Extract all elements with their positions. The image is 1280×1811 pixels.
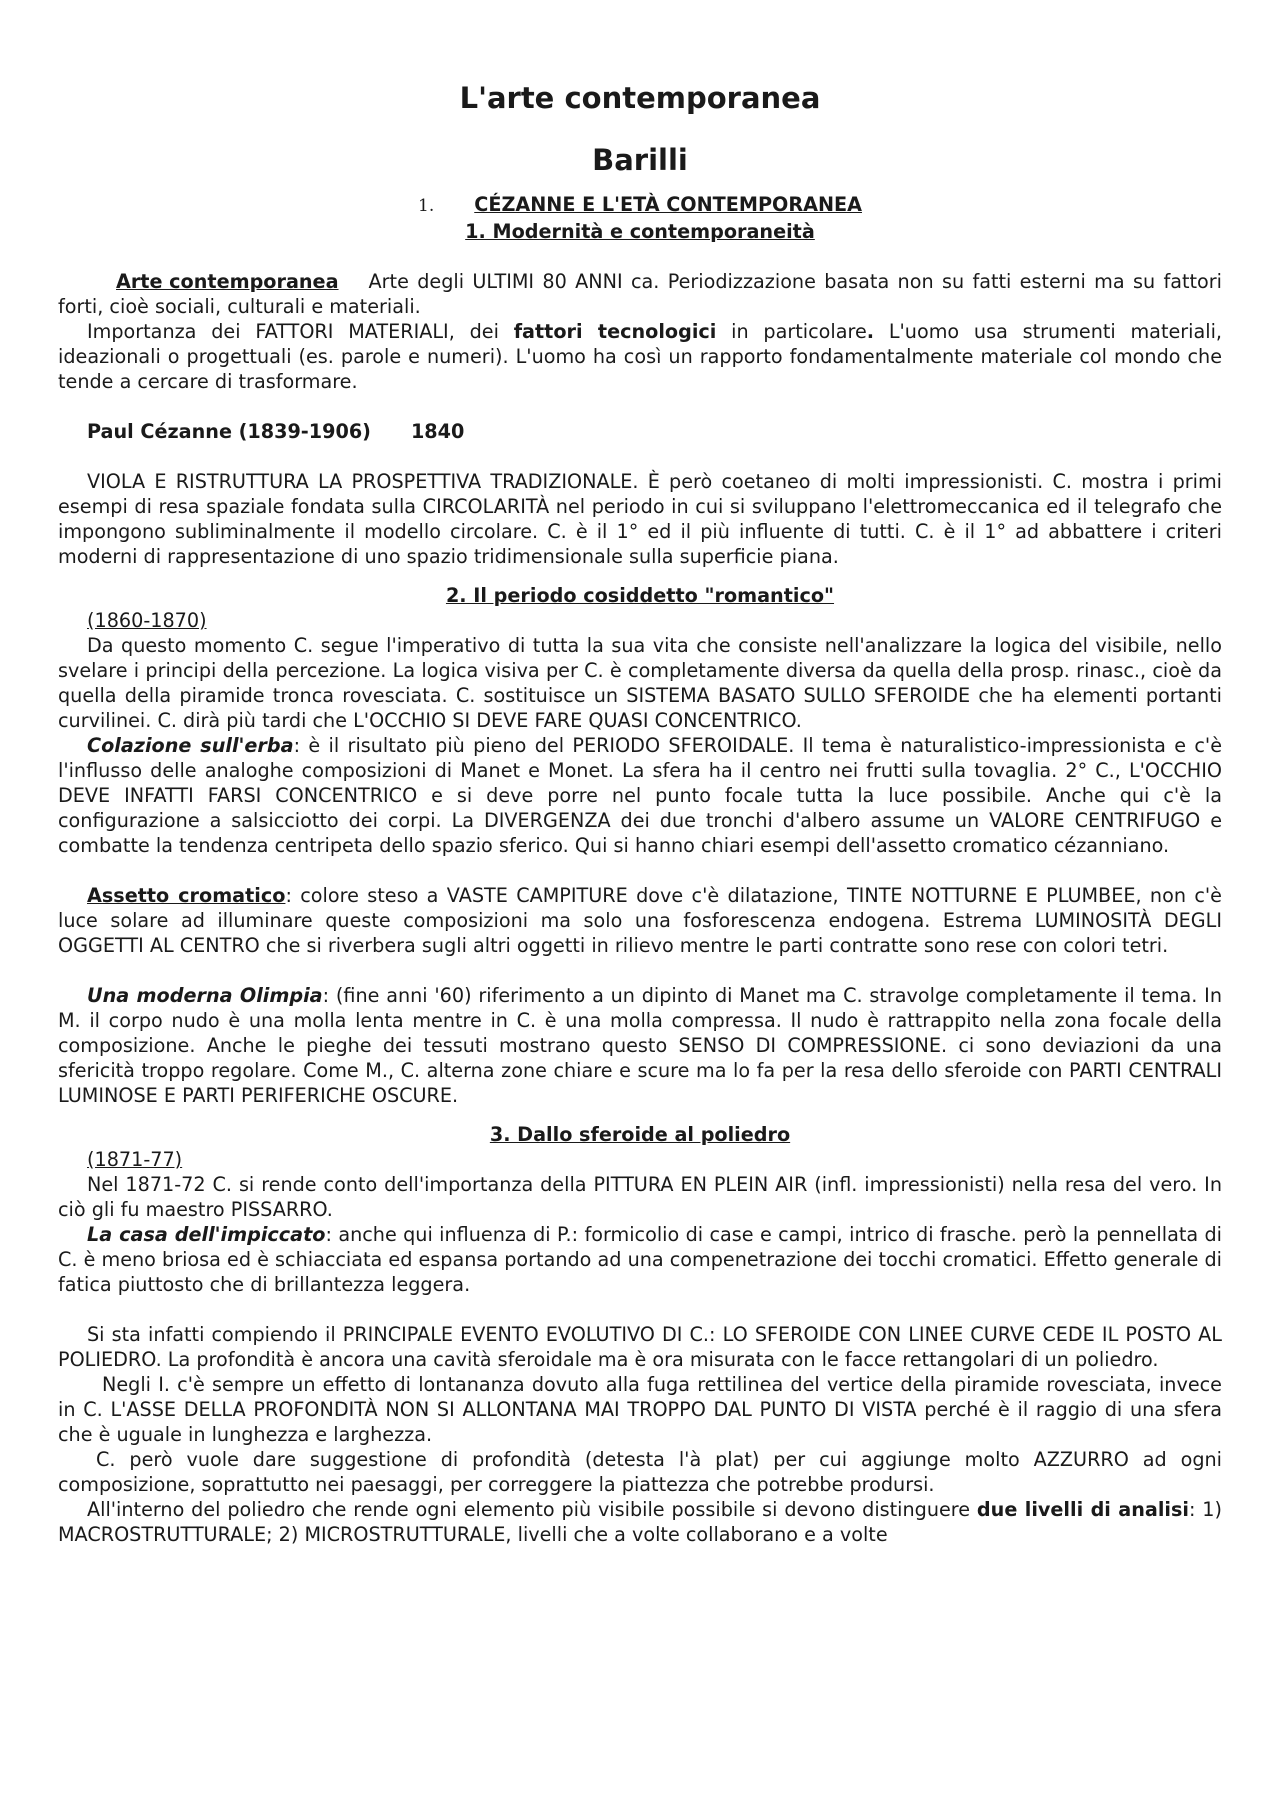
term-olimpia: Una moderna Olimpia (87, 984, 323, 1007)
term-fattori-tecnologici: fattori tecnologici (513, 320, 717, 343)
chapter-title: CÉZANNE E L'ETÀ CONTEMPORANEA (474, 193, 862, 216)
paragraph-imperativo: Da questo momento C. segue l'imperativo di tutta la sua vita che consiste nell'analizzare la logica del visibile, nello svelare i principi della percezione. La logica visiva per C. è completamente diversa da quella della prosp. rinasc., cioè da quella della piramide tronca rovesciata. C. sostituisce un SISTEMA BASATO SULLO SFEROIDE che ha elementi portanti curvilinei. C. dirà più tardi che L'OCCHIO SI DEVE FARE QUASI CONCENTRICO. (58, 634, 1222, 732)
term-casa-impiccato: La casa dell'impiccato (87, 1223, 326, 1246)
paragraph-text: Arte degli ULTIMI 80 ANNI ca. Periodizzazione basata non su fatti esterni ma su fattori forti, cioè sociali, culturali e materiali. (58, 270, 1222, 318)
artist-year: 1840 (410, 420, 465, 443)
term-livelli-analisi: due livelli di analisi (976, 1498, 1189, 1521)
paragraph-lontananza: Negli I. c'è sempre un effetto di lontananza dovuto alla fuga rettilinea del vertice della piramide rovesciata, invece in C. L'ASSE DELLA PROFONDITÀ NON SI ALLONTANA MAI TROPPO DAL PUNTO DI VISTA perché è il raggio di una sfera che è uguale in lunghezza e larghezza. (58, 1373, 1222, 1446)
paragraph-arte-contemporanea (58, 269, 1222, 319)
section-heading-1: 1. Modernità e contemporaneità (465, 220, 815, 243)
paragraph-fattori-materiali: Importanza dei FATTORI MATERIALI, dei fattori tecnologici in particolare. L'uomo usa strumenti materiali, ideazionali o progettuali (es. parole e numeri). L'uomo ha così un rapporto fondamentalmente materiale col mondo che tende a cercare di trasformare. (58, 320, 1223, 393)
section-dates-3: (1871-77) (87, 1148, 183, 1171)
term-assetto-cromatico: Assetto cromatico (87, 884, 286, 907)
section-dates-2: (1860-1870) (87, 609, 207, 632)
artist-name: Paul Cézanne (1839-1906) (87, 420, 371, 443)
chapter-number: 1. (418, 196, 435, 216)
term-colazione: Colazione sull'erba (87, 734, 294, 757)
paragraph-plein-air: Nel 1871-72 C. si rende conto dell'importanza della PITTURA EN PLEIN AIR (infl. impressionisti) nella resa del vero. In ciò gli fu maestro PISSARRO. (58, 1173, 1222, 1221)
paragraph-prospettiva: VIOLA E RISTRUTTURA LA PROSPETTIVA TRADIZIONALE. È però coetaneo di molti impressionisti. C. mostra i primi esempi di resa spaziale fondata sulla CIRCOLARITÀ nel periodo in cui si sviluppano l'elettromeccanica ed il telegrafo che impongono subliminalmente il modello circolare. C. è il 1° ed il più influente di tutti. C. è il 1° ad abbattere i criteri moderni di rappresentazione di uno spazio tridimensionale sulla superficie piana. (58, 470, 1222, 568)
section-heading-2: 2. Il periodo cosiddetto "romantico" (445, 584, 835, 607)
paragraph-azzurro: C. però vuole dare suggestione di profondità (detesta l'à plat) per cui aggiunge molto AZZURRO ad ogni composizione, soprattutto nei paesaggi, per correggere la piattezza che potrebbe prodursi. (58, 1448, 1222, 1496)
chapter-heading (58, 192, 1222, 219)
term-arte-contemporanea: Arte contemporanea (116, 270, 339, 293)
paragraph-assetto-cromatico: Assetto cromatico: colore steso a VASTE CAMPITURE dove c'è dilatazione, TINTE NOTTURNE E PLUMBEE, non c'è luce solare ad illuminare queste composizioni ma solo una fosforescenza endogena. Estrema LUMINOSITÀ DEGLI OGGETTI AL CENTRO che si riverbera sugli altri oggetti in rilievo mentre le parti contratte sono rese con colori tetri. (58, 884, 1222, 957)
document-author: Barilli (592, 143, 688, 177)
paragraph-livelli-analisi: All'interno del poliedro che rende ogni elemento più visibile possibile si devono distinguere due livelli di analisi: 1) MACROSTRUTTURALE; 2) MICROSTRUTTURALE, livelli che a volte collaborano e a volte (58, 1498, 1222, 1546)
paragraph-poliedro: Si sta infatti compiendo il PRINCIPALE EVENTO EVOLUTIVO DI C.: LO SFEROIDE CON LINEE CURVE CEDE IL POSTO AL POLIEDRO. La profondità è ancora una cavità sferoidale ma è ora misurata con le facce rettangolari di un poliedro. (58, 1323, 1222, 1371)
paragraph-casa-impiccato: La casa dell'impiccato: anche qui influenza di P.: formicolio di case e campi, intrico di frasche. però la pennellata di C. è meno briosa ed è schiacciata ed espansa portando ad una compenetrazione dei tocchi cromatici. Effetto generale di fatica piuttosto che di brillantezza leggera. (58, 1223, 1222, 1296)
paragraph-colazione: Colazione sull'erba: è il risultato più pieno del PERIODO SFEROIDALE. Il tema è naturalistico-impressionista e c'è l'influsso delle analoghe composizioni di Manet e Monet. La sfera ha il centro nei frutti sulla tovaglia. 2° C., L'OCCHIO DEVE INFATTI FARSI CONCENTRICO e si deve porre nel punto focale tutta la luce possibile. Anche qui c'è la configurazione a salsicciotto dei corpi. La DIVERGENZA dei due tronchi d'albero assume un VALORE CENTRIFUGO e combatte la tendenza centripeta dello spazio sferico. Qui si hanno chiari esempi dell'assetto cromatico cézanniano. (58, 734, 1222, 857)
document-title: L'arte contemporanea (459, 81, 821, 115)
paragraph-olimpia: Una moderna Olimpia: (fine anni '60) riferimento a un dipinto di Manet ma C. stravolge completamente il tema. In M. il corpo nudo è una molla lenta mentre in C. è una molla compressa. Il nudo è rattrappito nella zona focale della composizione. Anche le pieghe dei tessuti mostrano questo SENSO DI COMPRESSIONE. ci sono deviazioni da una sfericità troppo regolare. Come M., C. alterna zone chiare e scure ma lo fa per la resa dello sferoide con PARTI CENTRALI LUMINOSE E PARTI PERIFERICHE OSCURE. (58, 984, 1222, 1107)
section-heading-3: 3. Dallo sferoide al poliedro (489, 1123, 791, 1146)
artist-heading (58, 419, 1222, 444)
